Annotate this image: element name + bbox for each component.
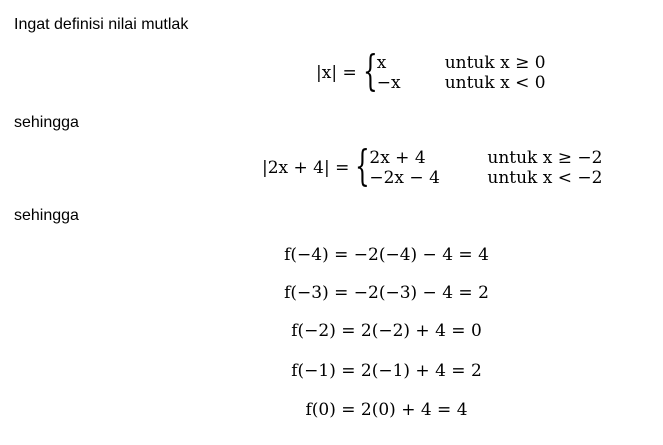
case-condition: untuk x ≥ 0 (444, 53, 546, 73)
case-condition: untuk x < 0 (444, 73, 546, 93)
case-row (377, 73, 546, 93)
evaluation-line: f(−1) = 2(−1) + 4 = 2 (291, 361, 482, 381)
abs-2x-plus-4-cases (369, 148, 602, 188)
abs-definition (316, 46, 546, 95)
case-row (369, 148, 602, 168)
evaluation-line: f(−3) = −2(−3) − 4 = 2 (284, 283, 489, 303)
left-brace: { (362, 46, 378, 95)
abs-2x-plus-4-lhs: |2x + 4| = (262, 158, 350, 178)
evaluation-line: f(−2) = 2(−2) + 4 = 0 (291, 321, 482, 341)
case-condition: untuk x ≥ −2 (487, 148, 603, 168)
evaluation-line: f(−4) = −2(−4) − 4 = 4 (284, 245, 489, 265)
case-row (369, 168, 602, 188)
sehingga-text-1: sehingga (14, 114, 79, 131)
abs-definition-lhs: |x| = (316, 63, 357, 83)
abs-2x-plus-4-definition (262, 141, 603, 190)
abs-definition-cases (377, 53, 546, 93)
evaluation-line: f(0) = 2(0) + 4 = 4 (305, 400, 468, 420)
case-expression: x (376, 53, 387, 73)
sehingga-text-2: sehingga (14, 207, 79, 224)
case-condition: untuk x < −2 (487, 168, 603, 188)
left-brace: { (355, 141, 371, 190)
case-expression: −x (376, 73, 401, 93)
case-row (377, 53, 546, 73)
case-expression: −2x − 4 (369, 168, 440, 188)
intro-text: Ingat definisi nilai mutlak (14, 16, 189, 33)
case-expression: 2x + 4 (369, 148, 426, 168)
